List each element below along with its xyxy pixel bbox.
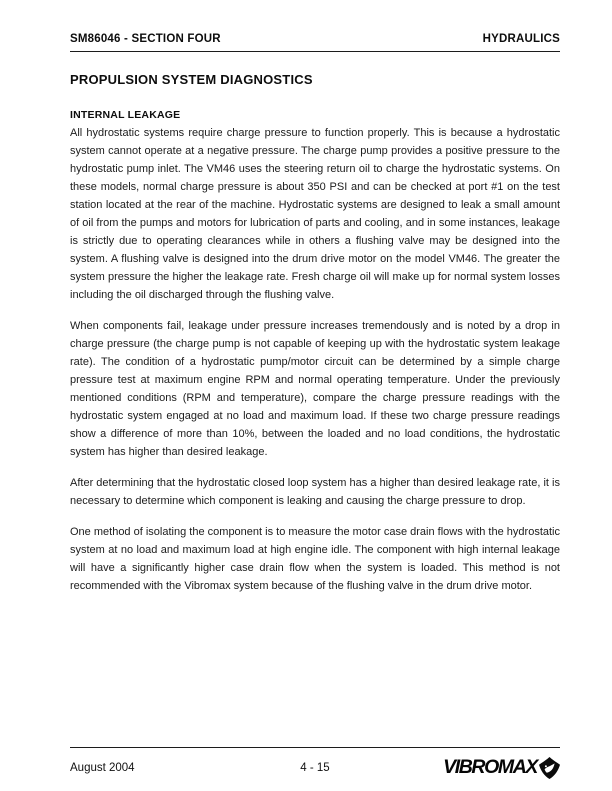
page-footer [70, 747, 560, 779]
page-header [70, 33, 560, 45]
footer-page-number: 4 - 15 [300, 762, 330, 774]
paragraph-internal-leakage-3: After determining that the hydrostatic closed loop system has a higher than desired leakage rate, it is necessary to determine which component is leaking and causing the charge pressure to drop. [70, 477, 560, 507]
paragraph-internal-leakage-1: All hydrostatic systems require charge pressure to function properly. This is because a hydrostatic system cannot operate at a negative pressure. The charge pump provides a positive pressure to the hydrostatic pump inlet. The VM46 uses the steering return oil to charge the hydrostatic systems. On these models, normal charge pressure is about 350 PSI and can be checked at port #1 on the test station located at the rear of the machine. Hydrostatic systems are designed to leak a small amount of oil from the pumps and motors for lubrication of parts and cooling, and in some instances, leakage is strictly due to operating clearances while in others a flushing valve may be designed into the system. A flushing valve is designed into the drum drive motor on the model VM46. The greater the system pressure the higher the leakage rate. Fresh charge oil will make up for normal system losses including the oil discharged through the flushing valve. [70, 127, 560, 301]
header-section-title: HYDRAULICS [482, 33, 560, 45]
footer-date: August 2004 [70, 762, 135, 774]
footer-rule [70, 747, 560, 748]
vibromax-shield-bird-icon [539, 757, 560, 779]
paragraph-internal-leakage-2: When components fail, leakage under pressure increases tremendously and is noted by a drop in charge pressure (the charge pump is not capable of keeping up with the hydrostatic system leakage rate). The condition of a hydrostatic pump/motor circuit can be determined by a simple charge pressure test at maximum engine RPM and normal operating temperature. Under the previously mentioned conditions (RPM and temperature), compare the charge pressure readings with the hydrostatic system engaged at no load and maximum load. If these two charge pressure readings show a difference of more than 10%, between the loaded and no load conditions, the hydrostatic system has higher than desired leakage. [70, 320, 560, 458]
footer-row [70, 757, 560, 779]
vibromax-logo-text: VIBROMAX [443, 756, 537, 779]
header-doc-id: SM86046 - SECTION FOUR [70, 33, 221, 45]
body-copy [70, 87, 560, 595]
paragraph-internal-leakage-4: One method of isolating the component is to measure the motor case drain flows with the hydrostatic system at no load and maximum load at high engine idle. The component with high internal leakage will have a significantly higher case drain flow when the system is loaded. This method is not recommended with the Vibromax system because of the flushing valve in the drum drive motor. [70, 526, 560, 592]
header-rule [70, 51, 560, 52]
section-heading: INTERNAL LEAKAGE [70, 109, 181, 121]
page-title: PROPULSION SYSTEM DIAGNOSTICS [70, 72, 313, 87]
vibromax-logo [443, 757, 560, 779]
